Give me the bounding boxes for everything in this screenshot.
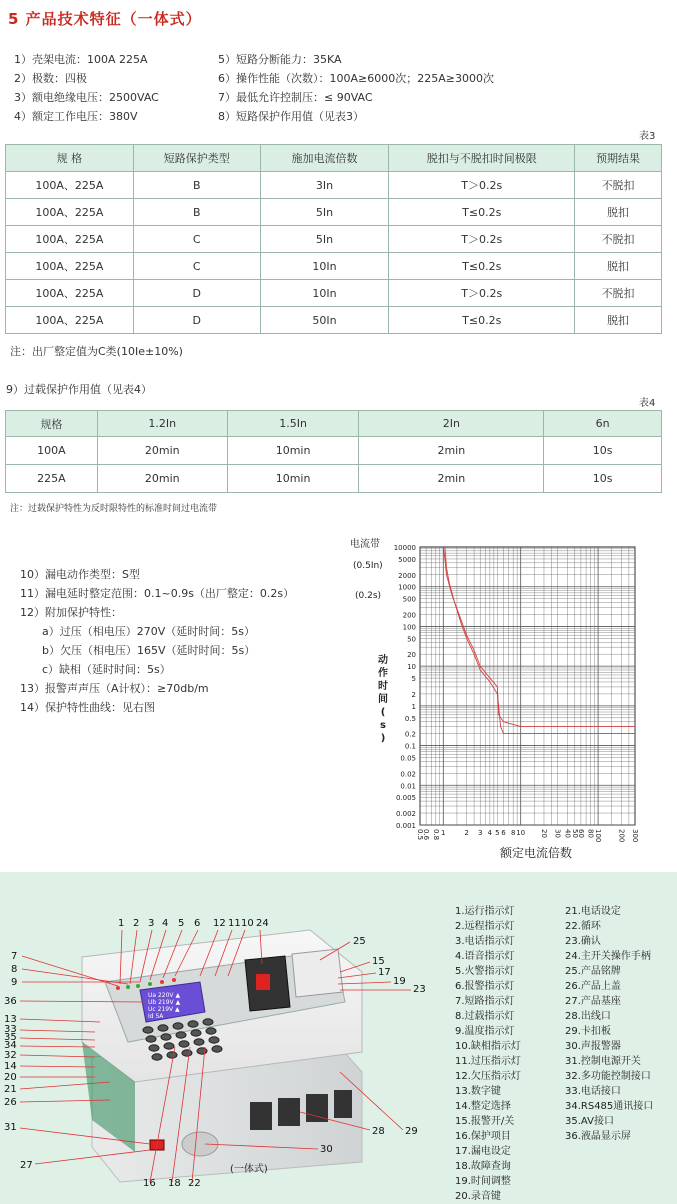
table-cell: T≤0.2s (389, 253, 575, 280)
keypad-key[interactable] (164, 1043, 174, 1049)
table-cell: T＞0.2s (389, 226, 575, 253)
callout-number: 35 (4, 1032, 17, 1043)
table-cell: 10min (227, 437, 359, 465)
x-tick-label: 2 (464, 829, 469, 837)
legend-item: 20.录音键 (455, 1191, 501, 1202)
legend-item: 15.报警开/关 (455, 1116, 515, 1127)
legend-item: 3.电话指示灯 (455, 936, 515, 947)
legend-item: 19.时间调整 (455, 1176, 511, 1187)
table-cell: T＞0.2s (389, 280, 575, 307)
spec-item: 5）短路分断能力：35KA (218, 53, 342, 66)
nameplate (292, 949, 343, 997)
lcd-text: Ub 219V ▲ (148, 999, 181, 1006)
table-row (6, 253, 662, 280)
legend-item: 29.卡扣板 (565, 1026, 611, 1037)
lcd-text: Id 5A (148, 1013, 164, 1020)
x-tick-label: 0.5 (416, 829, 424, 841)
y-tick-label: 5 (411, 675, 416, 684)
callout-number: 16 (143, 1178, 156, 1189)
spec-item: 13）报警声声压（A计权）：≥70db/m (20, 682, 209, 695)
legend-item: 1.运行指示灯 (455, 906, 515, 917)
table4-note: 注：过载保护特性为反时限特性的标准时间过电流带 (10, 504, 218, 514)
table-cell: 不脱扣 (575, 226, 662, 253)
table4 (5, 410, 662, 493)
table-cell: 不脱扣 (575, 280, 662, 307)
y-tick-label: 0.05 (400, 754, 416, 763)
callout-number: 2 (133, 918, 140, 929)
x-tick-label: 6 (501, 829, 506, 837)
table-cell: 脱扣 (575, 307, 662, 334)
spec-item: 3）额电绝缘电压：2500VAC (14, 91, 159, 104)
x-tick-label: 50 (570, 829, 579, 838)
keypad-key[interactable] (209, 1037, 219, 1043)
callout-number: 15 (372, 956, 385, 967)
legend-item: 17.漏电设定 (455, 1146, 511, 1157)
table-cell: 20min (97, 465, 227, 493)
callout-number: 30 (320, 1144, 333, 1155)
table-cell: 100A、225A (6, 307, 134, 334)
lcd-text: Uc 219V ▲ (148, 1006, 180, 1013)
legend-title: 电流带 (350, 539, 380, 550)
legend-item: 34.RS485通讯接口 (565, 1101, 654, 1112)
handle-tip (256, 974, 270, 990)
spec-item: 1）壳架电流：100A 225A (14, 53, 148, 66)
x-tick-label: 0.8 (431, 829, 440, 841)
spec-item: c）缺相（延时时间：5s） (42, 663, 171, 676)
table-cell: 10s (544, 437, 662, 465)
table3-caption: 表3 (639, 131, 656, 142)
legend-item: 18.故障查询 (455, 1161, 511, 1172)
y-tick-label: 0.2 (404, 730, 416, 739)
table-row (6, 437, 662, 465)
table3-header: 规 格 (6, 145, 134, 172)
callout-number: 9 (11, 977, 18, 988)
keypad-key[interactable] (203, 1019, 213, 1025)
callout-number: 5 (178, 918, 185, 929)
legend-entry: (0.5In) (353, 561, 383, 571)
callout-number: 4 (162, 918, 169, 929)
y-tick-label: 2000 (398, 571, 416, 580)
table3-header: 施加电流倍数 (260, 145, 389, 172)
y-tick-label: 5000 (398, 555, 416, 564)
callout-number: 31 (4, 1122, 17, 1133)
legend-left (455, 904, 521, 1204)
table-cell: 10In (260, 253, 389, 280)
keypad-key[interactable] (194, 1039, 204, 1045)
table-cell: C (133, 253, 260, 280)
legend-item: 9.温度指示灯 (455, 1026, 515, 1037)
x-tick-label: 3 (477, 829, 483, 837)
keypad-key[interactable] (206, 1028, 216, 1034)
y-axis-label-char: 间 (378, 694, 388, 705)
keypad-key[interactable] (143, 1027, 153, 1033)
callout-number: 23 (413, 984, 426, 995)
spec-item: 11）漏电延时整定范围：0.1~0.9s（出厂整定：0.2s） (20, 587, 295, 600)
callout-number: 1 (118, 918, 125, 929)
legend-item: 14.整定选择 (455, 1101, 511, 1112)
table-cell: 225A (6, 465, 98, 493)
table3-header: 短路保护类型 (133, 145, 260, 172)
table4-header: 6n (544, 411, 662, 437)
table-row (6, 226, 662, 253)
x-axis-label: 额定电流倍数 (500, 846, 573, 860)
x-ticks (416, 829, 639, 842)
x-tick-label: 40 (563, 829, 572, 838)
keypad-key[interactable] (182, 1050, 192, 1056)
table-cell: T≤0.2s (389, 307, 575, 334)
table-row (6, 465, 662, 493)
table-cell: 100A、225A (6, 280, 134, 307)
y-tick-label: 0.02 (400, 770, 416, 779)
table3-header: 预期结果 (575, 145, 662, 172)
callout-number: 29 (405, 1126, 418, 1137)
y-tick-label: 10000 (393, 544, 416, 552)
legend-item: 27.产品基座 (565, 996, 621, 1007)
table4-header: 规格 (6, 411, 98, 437)
keypad-key[interactable] (146, 1036, 156, 1042)
table-row (6, 307, 662, 334)
table-cell: 100A (6, 437, 98, 465)
x-tick-label: 20 (539, 829, 548, 838)
keypad-key[interactable] (176, 1032, 186, 1038)
callout-number: 13 (4, 1014, 17, 1025)
table4-caption: 表4 (639, 398, 656, 409)
keypad-key[interactable] (179, 1041, 189, 1047)
callout-number: 12 (213, 918, 226, 929)
table-cell: C (133, 226, 260, 253)
spec-item: 14）保护特性曲线：见右图 (20, 701, 155, 714)
item9: 9）过载保护作用值（见表4） (6, 383, 152, 396)
table4-header: 1.2In (97, 411, 227, 437)
callout-number: 25 (353, 936, 366, 947)
callout-number: 21 (4, 1084, 17, 1095)
callout-number: 34 (4, 1040, 17, 1051)
table3-header: 脱扣与不脱扣时间极限 (389, 145, 575, 172)
table-cell: B (133, 199, 260, 226)
table-cell: 10In (260, 280, 389, 307)
x-tick-label: 30 (553, 829, 562, 838)
keypad-key[interactable] (158, 1025, 168, 1031)
y-axis-label-char: s (380, 720, 386, 731)
table-row (6, 172, 662, 199)
callout-number: 22 (188, 1178, 201, 1189)
legend-item: 35.AV接口 (565, 1116, 614, 1127)
legend-item: 32.多功能控制接口 (565, 1071, 651, 1082)
y-tick-label: 20 (407, 651, 416, 660)
spec-item: 4）额定工作电压：380V (14, 110, 138, 123)
product-diagram (0, 872, 450, 1204)
keypad-key[interactable] (173, 1023, 183, 1029)
x-tick-label: 300 (631, 829, 639, 843)
spec-item: 10）漏电动作类型：S型 (20, 568, 140, 581)
legend-item: 24.主开关操作手柄 (565, 951, 651, 962)
spec-item: 2）极数：四极 (14, 72, 87, 85)
protection-curve-chart (345, 535, 645, 865)
callout-number: 17 (378, 967, 391, 978)
y-tick-label: 0.001 (395, 822, 416, 830)
legend-item: 8.过载指示灯 (455, 1011, 515, 1022)
table-cell: 100A、225A (6, 253, 134, 280)
x-tick-label: 10 (516, 829, 526, 837)
keypad-key[interactable] (161, 1034, 171, 1040)
y-tick-label: 0.002 (395, 810, 416, 819)
table-cell: T＞0.2s (389, 172, 575, 199)
legend-item: 30.声报警器 (565, 1041, 621, 1052)
product-diagram-panel (0, 872, 677, 1204)
callout-number: 10 (241, 918, 254, 929)
spec-item: 8）短路保护作用值（见表3） (218, 110, 364, 123)
diagram-caption: (一体式) (230, 1164, 268, 1175)
legend-item: 26.产品上盖 (565, 981, 621, 992)
legend-item: 12.欠压指示灯 (455, 1071, 521, 1082)
table3 (5, 144, 662, 334)
legend-item: 10.缺相指示灯 (455, 1041, 521, 1052)
x-tick-label: 0.6 (422, 829, 431, 841)
legend-item: 7.短路指示灯 (455, 996, 515, 1007)
table-cell: B (133, 172, 260, 199)
legend-item: 11.过压指示灯 (455, 1056, 521, 1067)
x-tick-label: 8 (510, 829, 516, 837)
table-cell: 脱扣 (575, 199, 662, 226)
table-cell: 5In (260, 226, 389, 253)
table-cell: T≤0.2s (389, 199, 575, 226)
y-tick-label: 1 (411, 702, 416, 711)
callout-number: 8 (11, 964, 18, 975)
spec-item: 7）最低允许控制压：≤ 90VAC (218, 91, 373, 104)
y-tick-label: 50 (407, 635, 416, 644)
table-row (6, 280, 662, 307)
table-cell: 2min (359, 465, 544, 493)
table-cell: 20min (97, 437, 227, 465)
callout-number: 11 (228, 918, 241, 929)
spec-item: 6）操作性能（次数）：100A≥6000次；225A≥3000次 (218, 72, 494, 85)
table-cell: 3In (260, 172, 389, 199)
x-tick-label: 200 (617, 829, 626, 843)
page-title: 5 产品技术特征（一体式） (8, 10, 202, 28)
y-tick-label: 10 (407, 663, 416, 672)
callout-number: 33 (4, 1024, 17, 1035)
legend-item: 6.报警指示灯 (455, 981, 515, 992)
table4-header: 1.5In (227, 411, 359, 437)
keypad-key[interactable] (197, 1048, 207, 1054)
spec-item: b）欠压（相电压）165V（延时时间：5s） (42, 644, 256, 657)
y-axis-label-char: ) (380, 733, 386, 744)
legend-item: 31.控制电源开关 (565, 1056, 641, 1067)
spec-item: a）过压（相电压）270V（延时时间：5s） (42, 625, 255, 638)
callout-number: 36 (4, 996, 17, 1007)
callout-number: 28 (372, 1126, 385, 1137)
table-cell: 100A、225A (6, 199, 134, 226)
callout-number: 26 (4, 1097, 17, 1108)
table-cell: 100A、225A (6, 226, 134, 253)
legend-item: 22.循环 (565, 921, 601, 932)
callout-number: 7 (11, 951, 18, 962)
y-ticks (394, 544, 416, 830)
legend-item: 25.产品铭牌 (565, 966, 621, 977)
x-tick-label: 100 (594, 829, 603, 843)
table-cell: 10min (227, 465, 359, 493)
table-cell: 不脱扣 (575, 172, 662, 199)
legend-right (565, 904, 653, 1144)
callout-number: 19 (393, 976, 406, 987)
table-cell: 100A、225A (6, 172, 134, 199)
y-tick-label: 100 (402, 623, 416, 632)
spec-list (14, 50, 614, 126)
keypad-key[interactable] (167, 1052, 177, 1058)
table-cell: 10s (544, 465, 662, 493)
leader-line (20, 1066, 95, 1067)
legend-item: 5.火警指示灯 (455, 966, 515, 977)
y-tick-label: 1000 (398, 583, 416, 592)
legend-item: 23.确认 (565, 936, 601, 947)
y-axis-label-char: 时 (378, 681, 388, 692)
x-tick-label: 1 (441, 829, 446, 837)
keypad-key[interactable] (188, 1021, 198, 1027)
callout-number: 24 (256, 918, 269, 929)
y-tick-label: 0.005 (395, 794, 416, 803)
leak-spec-list (20, 565, 294, 717)
table-row (6, 199, 662, 226)
y-tick-label: 0.1 (404, 742, 416, 751)
legend-item: 21.电话设定 (565, 906, 621, 917)
legend-item: 33.电话接口 (565, 1086, 621, 1097)
keypad-key[interactable] (212, 1046, 222, 1052)
legend-item: 28.出线口 (565, 1011, 611, 1022)
legend-item: 4.语音指示灯 (455, 951, 515, 962)
x-tick-label: 4 (487, 829, 493, 837)
callout-number: 20 (4, 1072, 17, 1083)
table-cell: 5In (260, 199, 389, 226)
y-axis-label-char: 动 (378, 655, 388, 666)
table3-note: 注：出厂整定值为C类(10Ie±10%) (10, 345, 183, 358)
legend-item: 2.远程指示灯 (455, 921, 515, 932)
legend-item: 36.液晶显示屏 (565, 1131, 631, 1142)
legend-entry: (0.2s) (355, 591, 382, 601)
chart-grid (420, 547, 635, 825)
y-tick-label: 500 (402, 595, 416, 604)
legend-item: 16.保护项目 (455, 1131, 511, 1142)
table-cell: D (133, 307, 260, 334)
callout-number: 3 (148, 918, 155, 929)
legend-item: 13.数字键 (455, 1086, 501, 1097)
table-cell: 2min (359, 437, 544, 465)
table-cell: 脱扣 (575, 253, 662, 280)
table-cell: 50In (260, 307, 389, 334)
callout-number: 6 (194, 918, 201, 929)
callout-number: 14 (4, 1061, 17, 1072)
y-tick-label: 0.01 (400, 782, 416, 791)
callout-number: 18 (168, 1178, 181, 1189)
table-cell: D (133, 280, 260, 307)
y-axis-label-char: ( (380, 707, 386, 718)
y-tick-label: 200 (402, 611, 416, 620)
keypad-key[interactable] (149, 1045, 159, 1051)
x-tick-label: 80 (586, 829, 595, 838)
keypad-key[interactable] (191, 1030, 201, 1036)
x-tick-label: 60 (576, 829, 585, 838)
y-axis-label (378, 653, 388, 744)
y-tick-label: 0.5 (404, 714, 416, 723)
callout-number: 32 (4, 1050, 17, 1061)
keypad-key[interactable] (152, 1054, 162, 1060)
y-axis-label-char: 作 (378, 668, 388, 679)
x-tick-label: 5 (495, 829, 500, 837)
callout-number: 27 (20, 1160, 33, 1171)
y-tick-label: 2 (411, 690, 416, 699)
table4-header: 2In (359, 411, 544, 437)
lcd-text: Ua 220V ▲ (148, 992, 181, 999)
spec-item: 12）附加保护特性： (20, 606, 122, 619)
